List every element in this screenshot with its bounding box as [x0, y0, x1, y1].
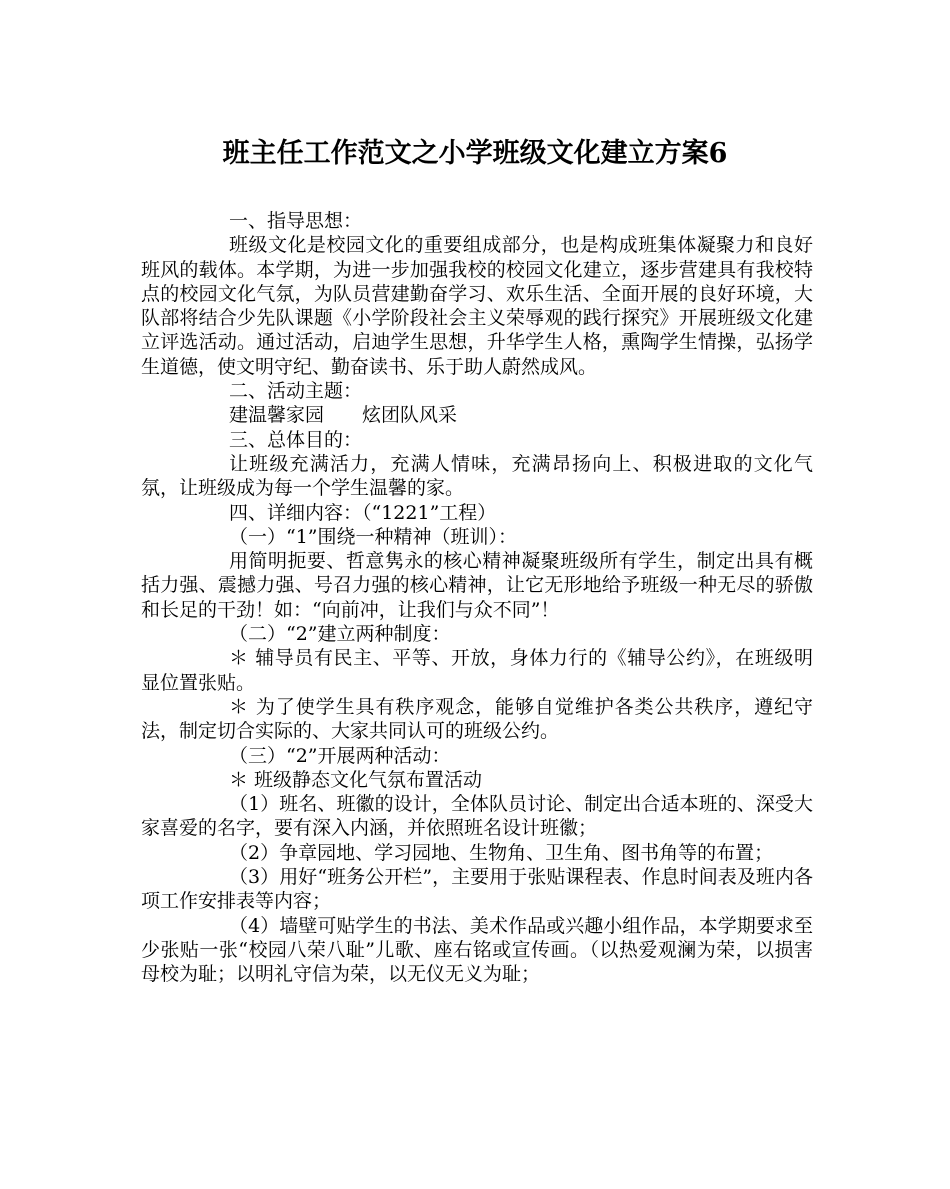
- paragraph-counselor-pact: ＊ 辅导员有民主、平等、开放，身体力行的《辅导公约》，在班级明显位置张贴。: [141, 647, 813, 694]
- paragraph-overall-goal: 让班级充满活力，充满人情味，充满昂扬向上、积极进取的文化气氛，让班级成为每一个学生温馨的家。: [141, 452, 813, 500]
- list-item-2: （2）争章园地、学习园地、生物角、卫生角、图书角等的布置；: [229, 841, 774, 864]
- subheading-one-spirit: （一）“1”围绕一种精神（班训）：: [229, 525, 518, 548]
- document-body: [141, 209, 813, 987]
- section-heading-overall-goal: 三、总体目的：: [229, 428, 363, 451]
- list-item-3: （3）用好“班务公开栏”，主要用于张贴课程表、作息时间表及班内各项工作安排表等内容；: [141, 866, 813, 913]
- list-item-4: （4）墙壁可贴学生的书法、美术作品或兴趣小组作品，本学期要求至少张贴一张“校园八荣八耻”儿歌、座右铭或宣传画。（以热爱观澜为荣，以损害母校为耻；以明礼守信为荣，以无仪无义为耻；: [141, 914, 813, 986]
- paragraph-activity-theme: 建温馨家园 炫团队风采: [229, 404, 458, 427]
- section-heading-details: 四、详细内容：（“1221”工程）: [229, 501, 497, 524]
- paragraph-class-pact: ＊ 为了使学生具有秩序观念，能够自觉维护各类公共秩序，遵纪守法，制定切合实际的、大家共同认可的班级公约。: [141, 695, 813, 743]
- paragraph-guiding-thought: 班级文化是校园文化的重要组成部分，也是构成班集体凝聚力和良好班风的载体。本学期，为进一步加强我校的校园文化建立，逐步营建具有我校特点的校园文化气氛，为队员营建勤奋学习、欢乐生活、全面开展的良好环境，大队部将结合少先队课题《小学阶段社会主义荣辱观的践行探究》开展班级文化建立评选活动。通过活动，启迪学生思想，升华学生人格，熏陶学生情操，弘扬学生道德，使文明守纪、勤奋读书、乐于助人蔚然成风。: [141, 234, 813, 378]
- section-heading-guiding-thought: 一、指导思想：: [229, 210, 363, 232]
- document-title: 班主任工作范文之小学班级文化建立方案6: [222, 138, 728, 169]
- section-heading-activity-theme: 二、活动主题：: [229, 380, 363, 403]
- paragraph-one-spirit: 用简明扼要、哲意隽永的核心精神凝聚班级所有学生，制定出具有概括力强、震撼力强、号召力强的核心精神，让它无形地给予班级一种无尽的骄傲和长足的干劲！如：“向前冲，让我们与众不同”！: [141, 550, 813, 621]
- subheading-two-systems: （二）“2”建立两种制度：: [229, 623, 451, 646]
- subheading-two-activities: （三）“2”开展两种活动：: [229, 744, 451, 767]
- paragraph-static-culture: ＊ 班级静态文化气氛布置活动: [229, 768, 483, 791]
- list-item-1: （1）班名、班徽的设计，全体队员讨论、制定出合适本班的、深受大家喜爱的名字，要有深入内涵，并依照班名设计班徽；: [141, 793, 813, 840]
